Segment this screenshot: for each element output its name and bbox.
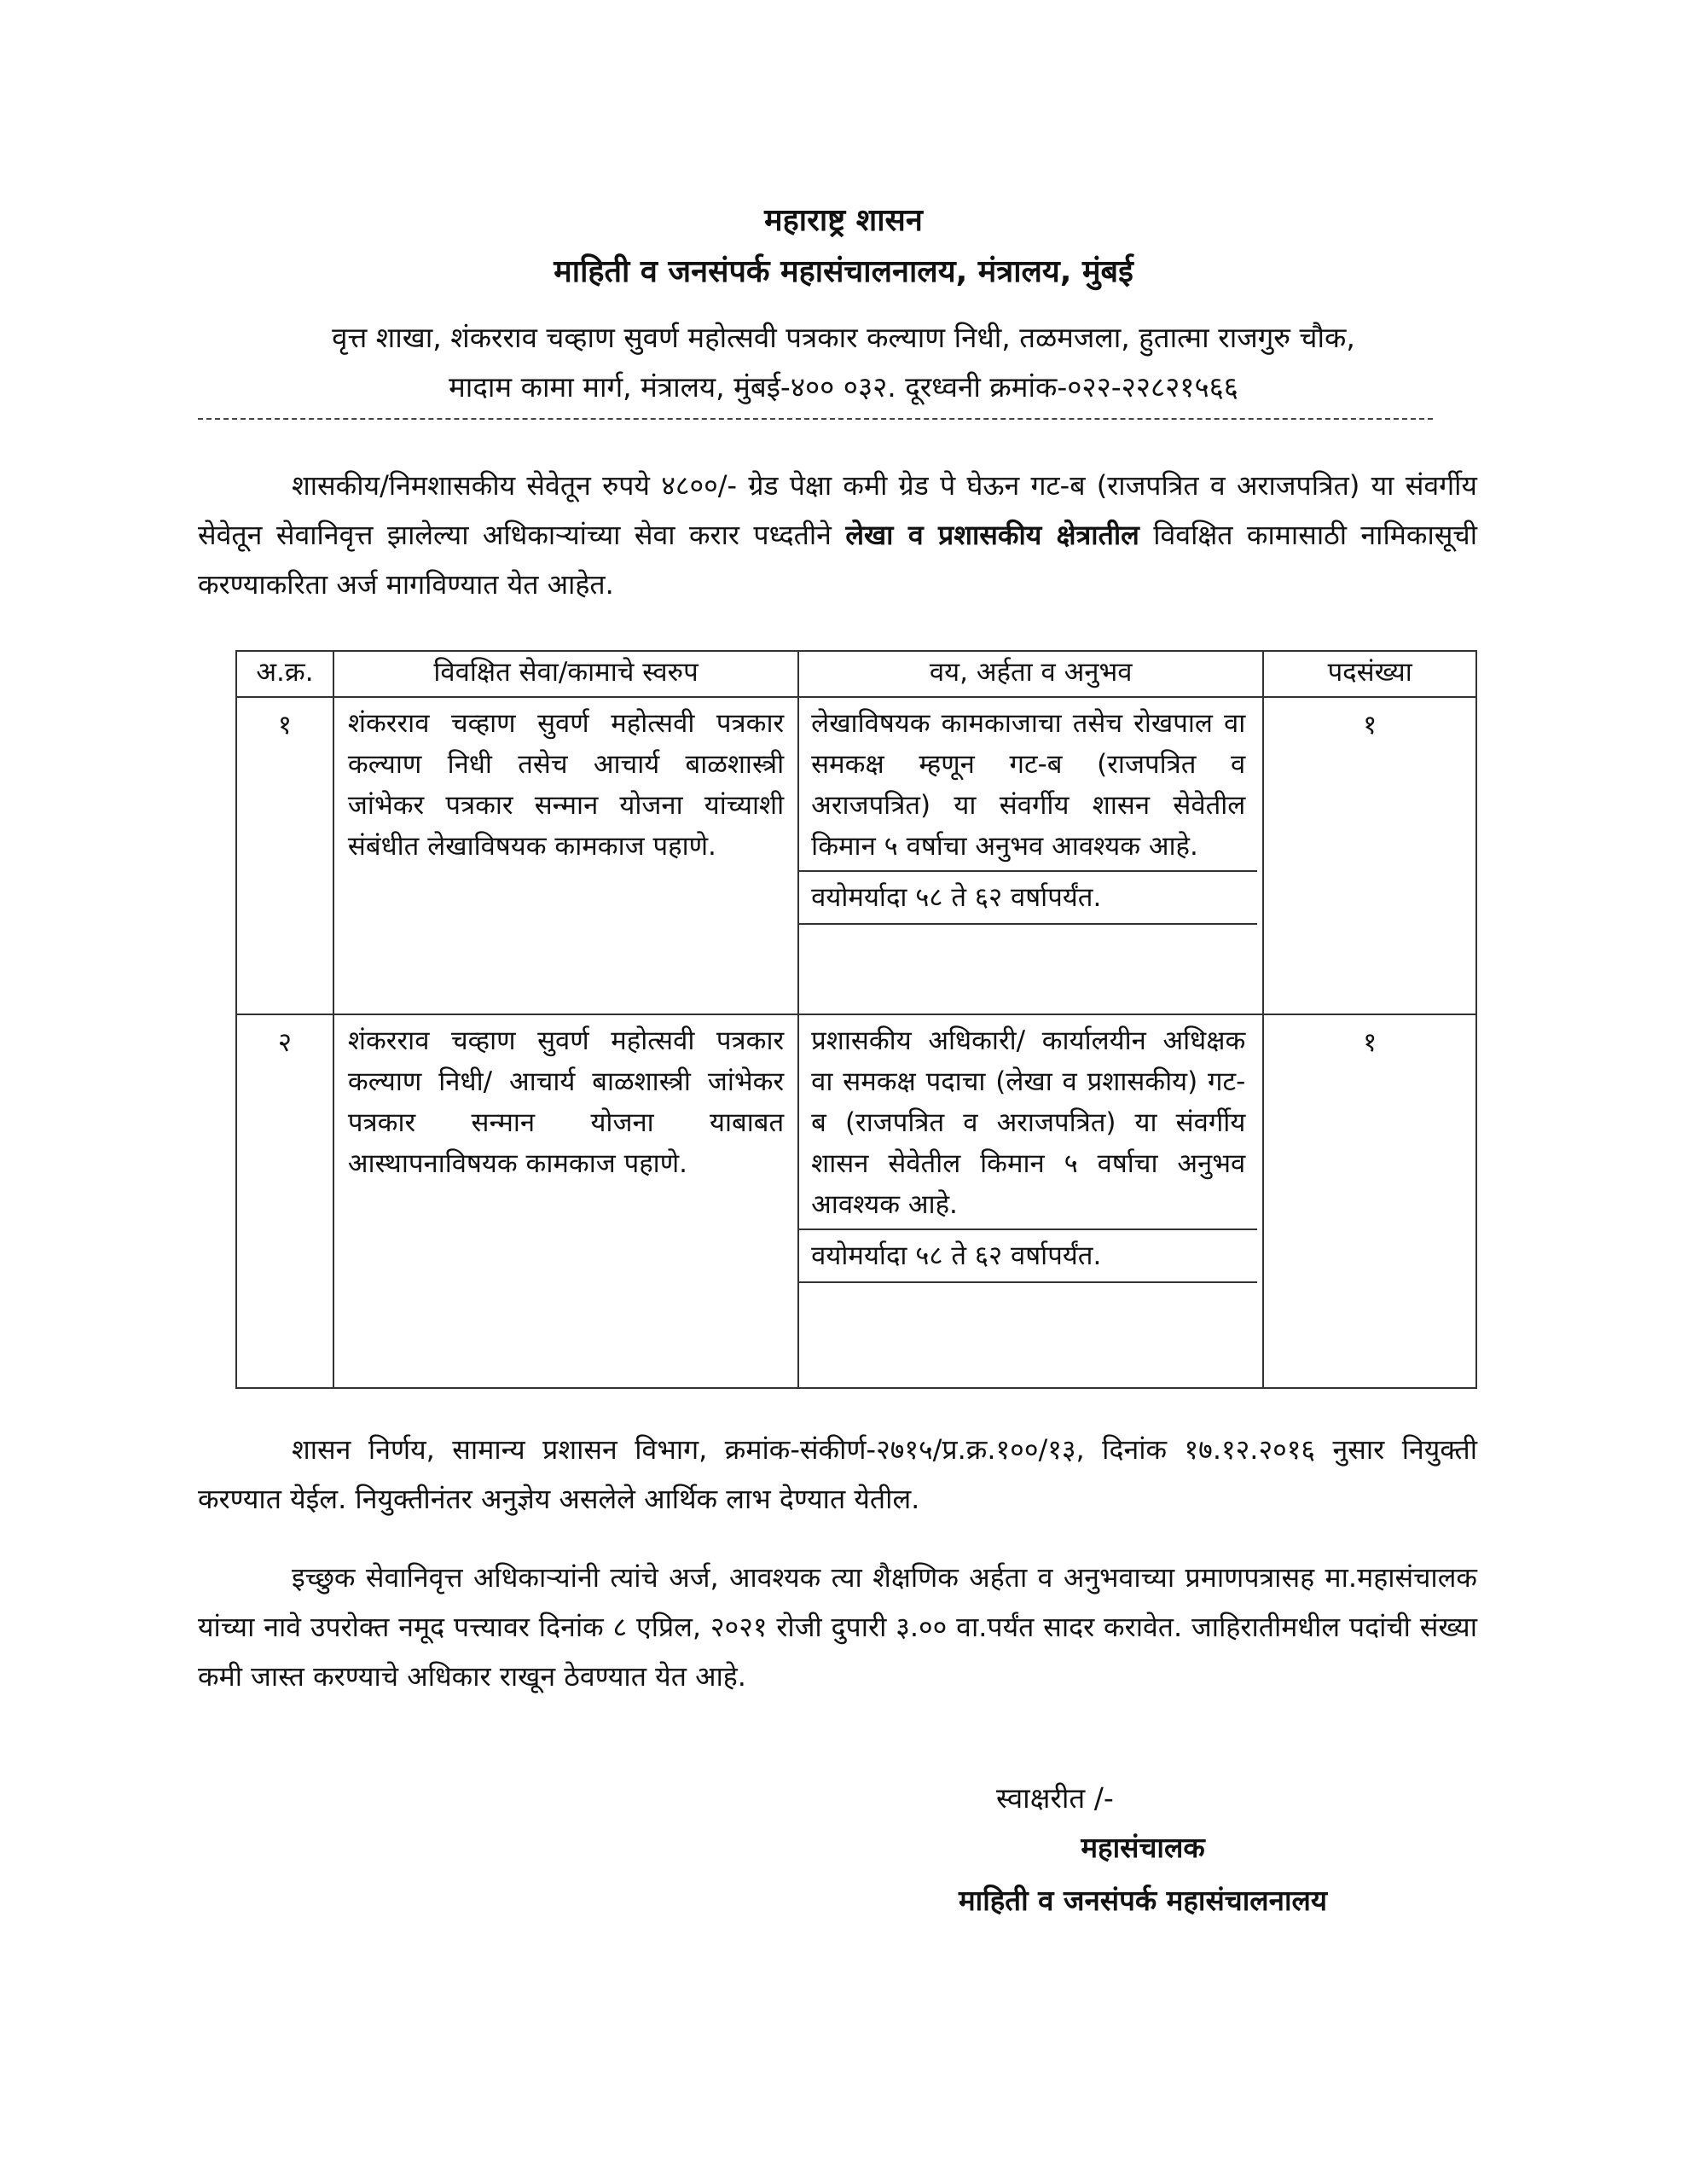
row-qualification-cell [798,697,1263,1014]
intro-text-1: शासकीय/निमशासकीय सेवेतून रुपये ४८००/- ग्रेड पेक्षा कमी ग्रेड पे घेऊन गट-ब (राजपत्रित व अराजपत्रित) या संवर्गीय सेवेतून सेवानिवृत्त झालेल्या अधिकाऱ्यांच्या सेवा करार पध्दतीने [198,469,1477,551]
intro-paragraph [198,461,1477,609]
header-service-nature: विवक्षित सेवा/कामाचे स्वरुप [333,651,798,697]
signatory-designation: महासंचालक [1081,1831,1205,1864]
dashed-divider [198,418,1433,420]
row-serial: २ [236,1014,333,1388]
address-line-1: वृत्त शाखा, शंकरराव चव्हाण सुवर्ण महोत्सवी पत्रकार कल्याण निधी, तळमजला, हुतात्मा राजगुरु चौक, [332,321,1355,354]
posts-table [235,650,1477,1389]
appointment-paragraph [198,1425,1477,1524]
row-age-limit: वयोमर्यादा ५८ ते ६२ वर्षापर्यंत. [799,872,1257,925]
application-text: इच्छुक सेवानिवृत्त अधिकाऱ्यांनी त्यांचे अर्ज, आवश्यक त्या शैक्षणिक अर्हता व अनुभवाच्या प्रमाणपत्रासह मा.महासंचालक यांच्या नावे उपरोक्त नमूद पत्त्यावर दिनांक ८ एप्रिल, २०२१ रोजी दुपारी ३.०० वा.पर्यंत सादर करावेत. जाहिरातीमधील पदांची संख्या कमी जास्त करण्याचे अधिकार राखून ठेवण्यात येत आहे. [198,1561,1477,1693]
table-row [236,697,1476,1014]
row-qualification-cell [798,1014,1263,1388]
header-serial: अ.क्र. [236,651,333,697]
application-paragraph [198,1553,1477,1701]
row-description: शंकरराव चव्हाण सुवर्ण महोत्सवी पत्रकार कल्याण निधी/ आचार्य बाळशास्त्री जांभेकर पत्रकार सन्मान योजना याबाबत आस्थापनाविषयक कामकाज पहाणे. [333,1014,798,1388]
signatory-office: माहिती व जनसंपर्क महासंचालनालय [958,1884,1328,1917]
signed-note: स्वाक्षरीत /- [996,1781,1114,1815]
table-header-row [236,651,1476,697]
intro-text-2: विवक्षित कामासाठी नामिकासूची करण्याकरिता अर्ज मागविण्यात येत आहेत. [198,519,1477,601]
directorate-title: माहिती व जनसंपर्क महासंचालनालय, मंत्रालय, मुंबई [554,254,1133,289]
row-qualification: लेखाविषयक कामकाजाचा तसेच रोखपाल वा समकक्ष म्हणून गट-ब (राजपत्रित व अराजपत्रित) या संवर्गीय शासन सेवेतील किमान ५ वर्षाचा अनुभव आवश्यक आहे. [799,698,1257,872]
header-qualification: वय, अर्हता व अनुभव [798,651,1263,697]
header-post-count: पदसंख्या [1263,651,1476,697]
government-title: महाराष्ट्र शासन [764,203,923,238]
row-serial: १ [236,697,333,1014]
row-post-count: १ [1263,1014,1476,1388]
address-line-2: मादाम कामा मार्ग, मंत्रालय, मुंबई-४०० ०३२. दूरध्वनी क्रमांक-०२२-२२८२१५६६ [449,370,1238,404]
table-row [236,1014,1476,1388]
appointment-text: शासन निर्णय, सामान्य प्रशासन विभाग, क्रमांक-संकीर्ण-२७१५/प्र.क्र.१००/१३, दिनांक १७.१२.२०१६ नुसार नियुक्ती करण्यात येईल. नियुक्तीनंतर अनुज्ञेय असलेले आर्थिक लाभ देण्यात येतील. [198,1433,1477,1515]
row-age-limit: वयोमर्यादा ५८ ते ६२ वर्षापर्यंत. [799,1230,1257,1283]
row-post-count: १ [1263,697,1476,1014]
intro-bold-text: लेखा व प्रशासकीय क्षेत्रातील [845,519,1139,551]
row-description: शंकरराव चव्हाण सुवर्ण महोत्सवी पत्रकार कल्याण निधी तसेच आचार्य बाळशास्त्री जांभेकर पत्रकार सन्मान योजना यांच्याशी संबंधीत लेखाविषयक कामकाज पहाणे. [333,697,798,1014]
row-qualification: प्रशासकीय अधिकारी/ कार्यालयीन अधिक्षक वा समकक्ष पदाचा (लेखा व प्रशासकीय) गट-ब (राजपत्रित व अराजपत्रित) या संवर्गीय शासन सेवेतील किमान ५ वर्षाचा अनुभव आवश्यक आहे. [799,1015,1257,1230]
